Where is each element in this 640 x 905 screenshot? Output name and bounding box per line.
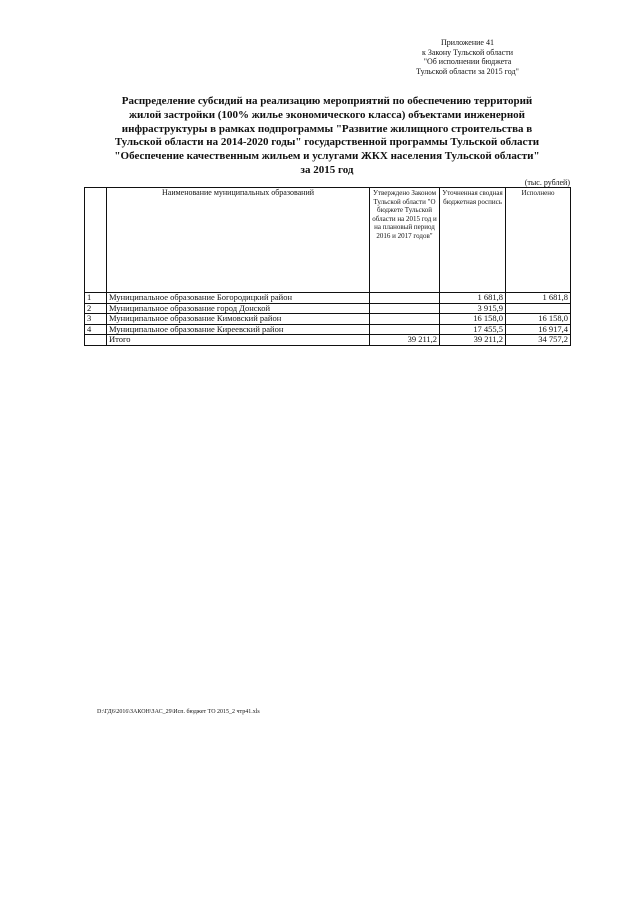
row-refined: 17 455,5 <box>440 324 506 335</box>
row-approved <box>370 324 440 335</box>
header-refined: Уточненная сводная бюджетная роспись <box>440 188 506 293</box>
table-row <box>85 324 571 335</box>
appendix-line: Приложение 41 <box>441 38 494 47</box>
row-approved <box>370 303 440 314</box>
row-index: 1 <box>85 293 107 304</box>
subsidy-table <box>84 187 571 346</box>
header-executed: Исполнено <box>506 188 571 293</box>
total-approved: 39 211,2 <box>370 335 440 346</box>
row-executed: 16 158,0 <box>506 314 571 325</box>
row-executed: 1 681,8 <box>506 293 571 304</box>
row-name: Муниципальное образование Богородицкий район <box>107 293 370 304</box>
document-title <box>84 95 570 178</box>
appendix-header <box>380 38 555 76</box>
row-refined: 1 681,8 <box>440 293 506 304</box>
total-executed: 34 757,2 <box>506 335 571 346</box>
row-name: Муниципальное образование Киреевский район <box>107 324 370 335</box>
table-row <box>85 293 571 304</box>
table-header-row <box>85 188 571 293</box>
row-index: 3 <box>85 314 107 325</box>
file-path-footer: D:\ГД6\2016\ЗАКОН\ЗАС_29\Исп. бюджет ТО 2015_2 чтр41.xls <box>97 709 260 715</box>
appendix-line: Тульской области за 2015 год" <box>416 66 519 76</box>
title-line: Распределение субсидий на реализацию мероприятий по обеспечению территорий <box>121 95 533 107</box>
units-label: (тыс. рублей) <box>524 178 570 187</box>
row-name: Муниципальное образование Кимовский район <box>107 314 370 325</box>
title-line: Тульской области на 2014-2020 годы" государственной программы Тульской области <box>114 136 540 149</box>
row-executed <box>506 303 571 314</box>
appendix-line: к Закону Тульской области <box>421 47 514 57</box>
row-refined: 3 915,9 <box>440 303 506 314</box>
row-index: 4 <box>85 324 107 335</box>
title-line: за 2015 год <box>300 163 354 176</box>
header-approved: Утверждено Законом Тульской области "О бюджете Тульской области на 2015 год и на плановый период 2016 и 2017 годов" <box>370 188 440 293</box>
table-total-row <box>85 335 571 346</box>
total-refined: 39 211,2 <box>440 335 506 346</box>
header-name: Наименование муниципальных образований <box>107 188 370 293</box>
header-index <box>85 188 107 293</box>
row-index: 2 <box>85 303 107 314</box>
table-row <box>85 303 571 314</box>
title-line: "Обеспечение качественным жильем и услугами ЖКХ населения Тульской области" <box>114 150 540 163</box>
title-line: инфраструктуры в рамках подпрограммы "Развитие жилищного строительства в <box>121 122 533 135</box>
total-index <box>85 335 107 346</box>
row-approved <box>370 293 440 304</box>
row-approved <box>370 314 440 325</box>
row-refined: 16 158,0 <box>440 314 506 325</box>
appendix-line: "Об исполнении бюджета <box>423 57 512 66</box>
table-row <box>85 314 571 325</box>
title-line: жилой застройки (100% жилье экономического класса) объектами инженерной <box>128 108 526 121</box>
row-executed: 16 917,4 <box>506 324 571 335</box>
total-name: Итого <box>107 335 370 346</box>
row-name: Муниципальное образование город Донской <box>107 303 370 314</box>
